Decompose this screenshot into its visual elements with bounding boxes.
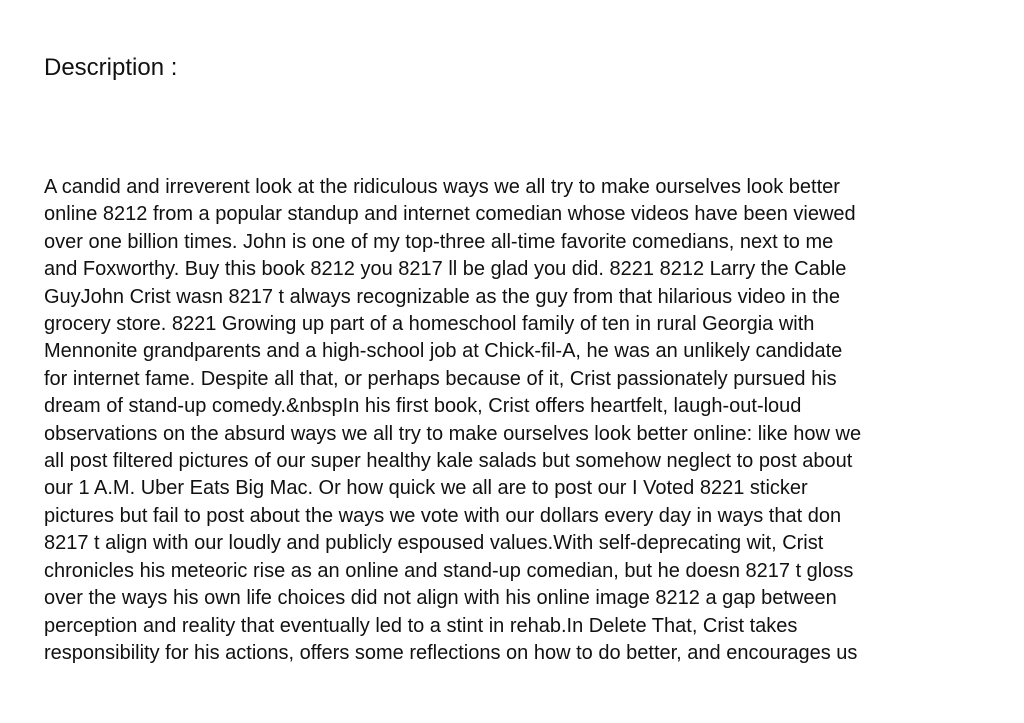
description-line: pictures but fail to post about the ways we vote with our dollars every day in ways that don (44, 504, 842, 527)
description-line: dream of stand-up comedy.&nbspIn his first book, Crist offers heartfelt, laugh-out-loud (44, 395, 802, 418)
description-line: all post filtered pictures of our super healthy kale salads but somehow neglect to post about (44, 450, 853, 473)
description-line: over one billion times. John is one of my top-three all-time favorite comedians, next to me (44, 230, 834, 253)
description-line: online 8212 from a popular standup and internet comedian whose videos have been viewed (44, 203, 856, 226)
description-line: Mennonite grandparents and a high-school job at Chick-fil-A, he was an unlikely candidate (44, 340, 843, 363)
description-line: responsibility for his actions, offers some reflections on how to do better, and encourages us (44, 641, 858, 664)
description-line: 8217 t align with our loudly and publicly espoused values.With self-deprecating wit, Crist (44, 532, 824, 555)
description-line: GuyJohn Crist wasn 8217 t always recognizable as the guy from that hilarious video in the (44, 285, 840, 308)
description-heading: Description : (44, 54, 178, 81)
description-line: A candid and irreverent look at the ridiculous ways we all try to make ourselves look better (44, 176, 840, 198)
description-line: grocery store. 8221 Growing up part of a homeschool family of ten in rural Georgia with (44, 313, 815, 336)
description-line: observations on the absurd ways we all try to make ourselves look better online: like how we (44, 422, 862, 445)
description-line: chronicles his meteoric rise as an online and stand-up comedian, but he doesn 8217 t gloss (44, 559, 854, 582)
description-body (44, 174, 1004, 667)
description-line: for internet fame. Despite all that, or perhaps because of it, Crist passionately pursued his (44, 367, 837, 390)
description-line: perception and reality that eventually led to a stint in rehab.In Delete That, Crist takes (44, 614, 798, 637)
description-line: and Foxworthy. Buy this book 8212 you 8217 ll be glad you did. 8221 8212 Larry the Cable (44, 258, 847, 281)
description-line: our 1 A.M. Uber Eats Big Mac. Or how quick we all are to post our I Voted 8221 sticker (44, 477, 808, 500)
description-line: over the ways his own life choices did not align with his online image 8212 a gap between (44, 587, 837, 610)
